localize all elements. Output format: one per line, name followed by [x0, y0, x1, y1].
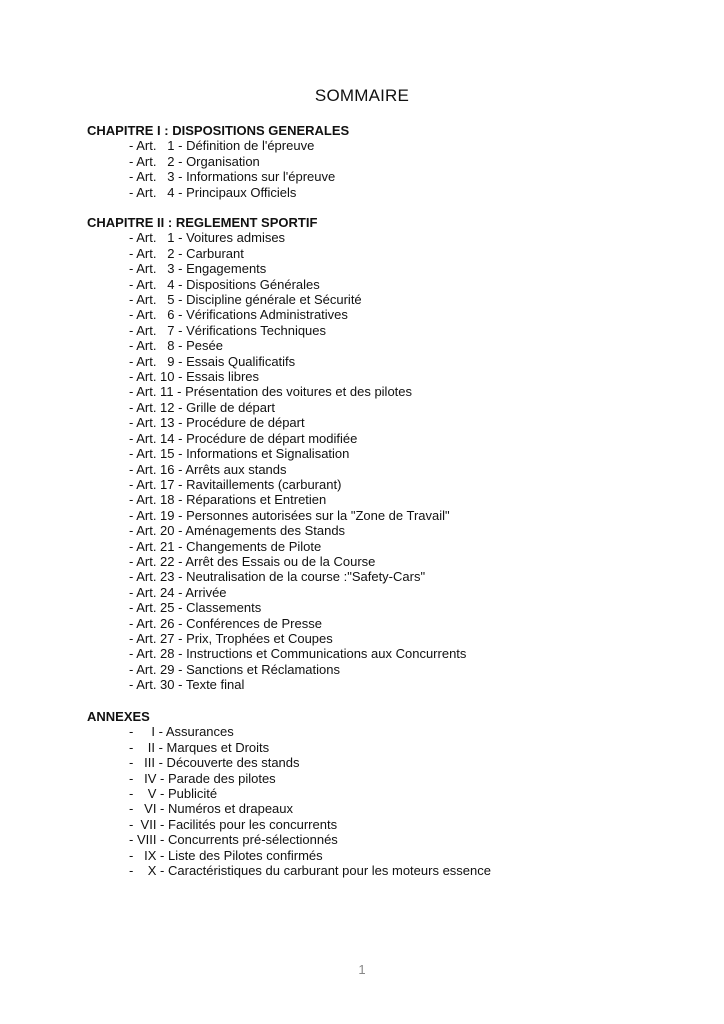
section-heading: CHAPITRE II : REGLEMENT SPORTIF — [87, 215, 318, 230]
toc-entry: - VII - Facilités pour les concurrents — [129, 816, 338, 832]
section-chapitre-2 — [87, 215, 687, 693]
toc-entry: - Art. 30 - Texte final — [129, 677, 245, 693]
toc-entry: - Art. 25 - Classements — [129, 600, 262, 616]
page-number: 1 — [358, 962, 366, 977]
toc-entry: - Art. 29 - Sanctions et Réclamations — [129, 661, 340, 677]
toc-entry: - Art. 1 - Voitures admises — [129, 230, 286, 246]
section-annexes — [87, 709, 687, 878]
toc-entry: - V - Publicité — [129, 786, 218, 802]
toc-entry: - Art. 10 - Essais libres — [129, 369, 260, 385]
toc-entry: - Art. 28 - Instructions et Communications aux Concurrents — [129, 646, 467, 662]
toc-entry: - Art. 3 - Engagements — [129, 261, 267, 277]
toc-entry: - Art. 3 - Informations sur l'épreuve — [129, 169, 336, 185]
toc-entry: - Art. 15 - Informations et Signalisation — [129, 446, 350, 462]
toc-entry: - Art. 16 - Arrêts aux stands — [129, 461, 287, 477]
page-title: SOMMAIRE — [314, 86, 410, 105]
toc-entry: - Art. 17 - Ravitaillements (carburant) — [129, 476, 342, 492]
toc-entry: - Art. 4 - Principaux Officiels — [129, 184, 297, 200]
toc-entry: - Art. 4 - Dispositions Générales — [129, 276, 320, 292]
toc-entry: - Art. 26 - Conférences de Presse — [129, 615, 322, 631]
toc-entry: - IV - Parade des pilotes — [129, 770, 276, 786]
toc-entry: - Art. 21 - Changements de Pilote — [129, 538, 322, 554]
toc-list — [87, 230, 687, 692]
toc-entry: - Art. 5 - Discipline générale et Sécurité — [129, 292, 362, 308]
toc-entry: - VI - Numéros et drapeaux — [129, 801, 294, 817]
toc-entry: - II - Marques et Droits — [129, 739, 270, 755]
section-chapitre-1 — [87, 123, 687, 200]
toc-entry: - Art. 24 - Arrivée — [129, 584, 227, 600]
toc-entry: - Art. 7 - Vérifications Techniques — [129, 322, 327, 338]
toc-entry: - Art. 23 - Neutralisation de la course :"Safety-Cars" — [129, 569, 426, 585]
toc-entry: - Art. 8 - Pesée — [129, 338, 223, 354]
toc-entry: - Art. 9 - Essais Qualificatifs — [129, 353, 296, 369]
section-heading: CHAPITRE I : DISPOSITIONS GENERALES — [87, 123, 350, 138]
section-heading: ANNEXES — [87, 709, 150, 724]
toc-entry: - Art. 2 - Carburant — [129, 245, 244, 261]
toc-entry: - Art. 6 - Vérifications Administratives — [129, 307, 348, 323]
toc-entry: - IX - Liste des Pilotes confirmés — [129, 847, 323, 863]
toc-list — [87, 724, 687, 878]
toc-entry: - Art. 1 - Définition de l'épreuve — [129, 138, 315, 154]
toc-entry: - X - Caractéristiques du carburant pour les moteurs essence — [129, 863, 491, 879]
toc-entry: - Art. 19 - Personnes autorisées sur la "Zone de Travail" — [129, 507, 450, 523]
toc-entry: - Art. 2 - Organisation — [129, 153, 260, 169]
toc-list — [87, 138, 687, 200]
toc-entry: - Art. 13 - Procédure de départ — [129, 415, 305, 431]
toc-entry: - VIII - Concurrents pré-sélectionnés — [129, 832, 338, 848]
toc-entry: - Art. 20 - Aménagements des Stands — [129, 523, 346, 539]
toc-entry: - Art. 14 - Procédure de départ modifiée — [129, 430, 358, 446]
toc-entry: - Art. 27 - Prix, Trophées et Coupes — [129, 630, 333, 646]
toc-entry: - III - Découverte des stands — [129, 755, 300, 771]
toc-entry: - Art. 22 - Arrêt des Essais ou de la Course — [129, 553, 376, 569]
toc-entry: - I - Assurances — [129, 724, 234, 740]
toc-entry: - Art. 18 - Réparations et Entretien — [129, 492, 327, 508]
toc-entry: - Art. 11 - Présentation des voitures et des pilotes — [129, 384, 413, 400]
toc-entry: - Art. 12 - Grille de départ — [129, 399, 275, 415]
